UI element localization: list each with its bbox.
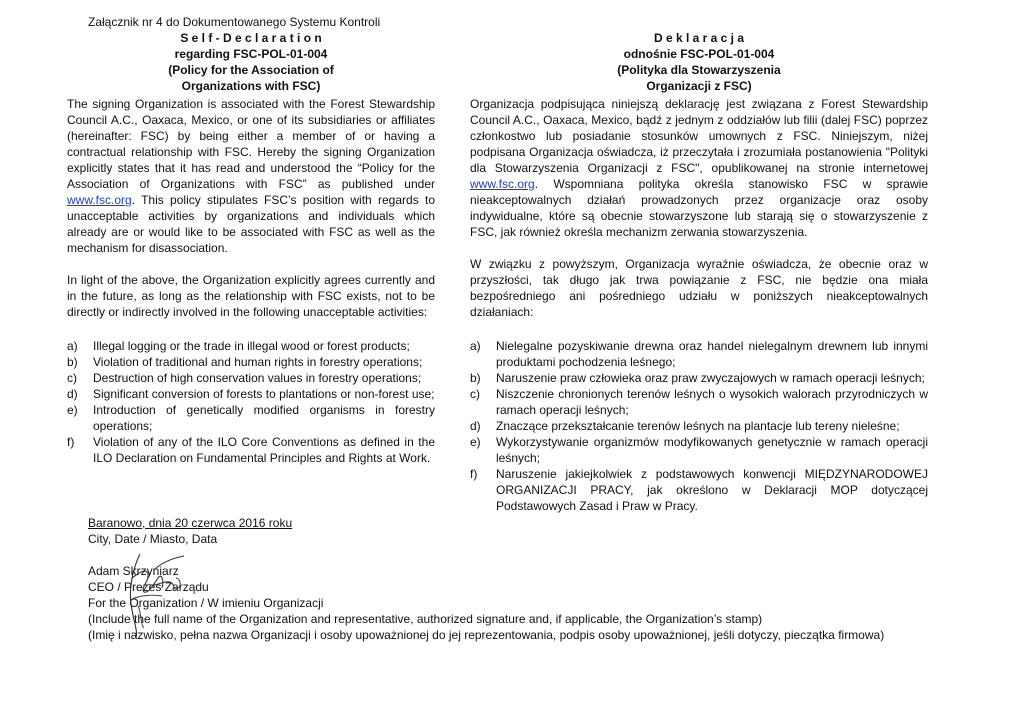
right-title-line-3: (Polityka dla Stowarzyszenia — [617, 63, 781, 77]
list-item — [67, 354, 435, 370]
right-fsc-link[interactable]: www.fsc.org — [470, 177, 535, 191]
right-paragraph-1-end: . Wspomniana polityka określa stanowisko FSC w sprawie nieakceptowalnych działań prowadzonych przez organizacje oraz osoby indywidualne, które są obecnie stowarzyszone lub starają się o stowarzyszenie z FSC, jak również określa mechanizm zerwania stowarzyszenia. — [470, 177, 928, 239]
list-letter: d) — [67, 387, 78, 401]
right-title-line-1: D e k l a r a c j a — [653, 31, 745, 45]
list-text: Significant conversion of forests to plantations or non-forest use; — [93, 387, 435, 401]
list-item — [470, 370, 928, 386]
right-paragraph-2: W związku z powyższym, Organizacja wyraźnie oświadcza, że obecnie oraz w przyszłości, tak długo jak trwa powiązanie z FSC, nie będzie ona miała bezpośredniego ani pośredniego udziału w poniższych nieakceptowalnych działaniach: — [470, 257, 928, 319]
list-text: Naruszenie jakiejkolwiek z podstawowych konwencji MIĘDZYNARODOWEJ ORGANIZACJI PRACY, jak określono w Deklaracji MOP dotyczącej Podstawowych Zasad i Praw w Pracy. — [496, 467, 928, 513]
list-item — [470, 434, 928, 466]
list-text: Destruction of high conservation values in forestry operations; — [93, 371, 422, 385]
signatory-name: Adam Skrzyniarz — [88, 564, 179, 578]
list-letter: a) — [67, 339, 78, 353]
left-title-line-3: (Policy for the Association of — [168, 63, 334, 77]
list-text: Nielegalne pozyskiwanie drewna oraz handel nielegalnym drewnem lub innymi produktami pochodzenia leśnego; — [496, 339, 928, 369]
signatory-block — [88, 563, 884, 643]
list-letter: b) — [470, 371, 481, 385]
list-text: Wykorzystywanie organizmów modyfikowanych genetycznie w ramach operacji leśnych; — [496, 435, 928, 465]
list-letter: f) — [470, 467, 478, 481]
list-text: Illegal logging or the trade in illegal wood or forest products; — [93, 339, 410, 353]
left-paragraph-1-end: . This policy stipulates FSC’s position with regards to unacceptable activities by organizations and individuals which already are or would like to be associated with FSC as well as the mechanism for disassociation. — [67, 193, 435, 255]
list-letter: c) — [470, 387, 480, 401]
place-date: Baranowo, dnia 20 czerwca 2016 roku — [88, 516, 293, 530]
place-date-label: City, Date / Miasto, Data — [88, 532, 218, 546]
list-letter: b) — [67, 355, 78, 369]
list-text: Niszczenie chronionych terenów leśnych o wysokich walorach przyrodniczych w ramach operacji leśnych; — [496, 387, 928, 417]
list-letter: f) — [67, 435, 75, 449]
list-item — [67, 338, 435, 354]
note-polish: (Imię i nazwisko, pełna nazwa Organizacji i osoby upoważnionej do jej reprezentowania, podpis osoby upoważnionej, jeśli dotyczy, pieczątka firmowa) — [88, 628, 885, 642]
list-item — [470, 418, 928, 434]
note-english: (Include the full name of the Organization and representative, authorized signature and, if applicable, the Organization’s stamp) — [88, 612, 763, 626]
left-title-line-1: S e l f - D e c l a r a t i o n — [180, 31, 322, 45]
list-item — [67, 434, 435, 466]
left-paragraph-2: In light of the above, the Organization explicitly agrees currently and in the future, as long as the relationship with FSC exists, not to be directly or indirectly involved in the following unacceptable activities: — [67, 273, 435, 319]
list-letter: c) — [67, 371, 77, 385]
left-title-line-4: Organizations with FSC) — [181, 79, 321, 93]
right-paragraph-1-start: Organizacja podpisująca niniejszą deklarację jest związana z Forest Stewardship Council A.C., Oaxaca, Mexico, bądź z jednym z oddziałów lub filii (dalej FSC) poprzez członkostwo lub posiadanie stosunków umownych z FSC. Niniejszym, niżej podpisana Organizacja oświadcza, iż przeczytała i zrozumiała postanowienia "Polityki dla Stowarzyszenia Organizacji z FSC", opublikowanej na stronie internetowej — [470, 97, 928, 175]
list-item — [67, 386, 435, 402]
right-title-line-2: odnośnie FSC-POL-01-004 — [623, 47, 775, 61]
list-item — [67, 370, 435, 386]
right-activities-list — [470, 338, 928, 514]
list-letter: a) — [470, 339, 481, 353]
signatory-role: CEO / Prezes Zarządu — [88, 580, 209, 594]
list-letter: e) — [470, 435, 481, 449]
right-title — [470, 30, 928, 94]
place-date-block — [88, 515, 292, 547]
list-text: Introduction of genetically modified organisms in forestry operations; — [93, 403, 435, 433]
left-paragraph-1-start: The signing Organization is associated with the Forest Stewardship Council A.C., Oaxaca, Mexico, or one of its subsidiaries or affiliates (hereinafter: FSC) by being either a member of or having a contractual relationship with FSC. Hereby the signing Organization explicitly states that it has read and understood the “Policy for the Association of Organizations with FSC” as published under — [67, 97, 435, 191]
list-item — [470, 466, 928, 514]
list-letter: d) — [470, 419, 481, 433]
list-text: Naruszenie praw człowieka oraz praw zwyczajowych w ramach operacji leśnych; — [496, 371, 925, 385]
attachment-title: Załącznik nr 4 do Dokumentowanego Systemu Kontroli — [88, 15, 381, 29]
left-paragraph-1 — [67, 96, 435, 256]
right-title-line-4: Organizacji z FSC) — [646, 79, 752, 93]
list-text: Znaczące przekształcanie terenów leśnych na plantacje lub tereny nieleśne; — [496, 419, 900, 433]
list-letter: e) — [67, 403, 78, 417]
handwritten-signature — [118, 548, 192, 640]
left-activities-list — [67, 338, 435, 466]
list-item — [470, 386, 928, 418]
left-title-line-2: regarding FSC-POL-01-004 — [174, 47, 328, 61]
list-item — [67, 402, 435, 434]
left-title — [67, 30, 435, 94]
list-item — [470, 338, 928, 370]
left-fsc-link[interactable]: www.fsc.org — [67, 193, 132, 207]
list-text: Violation of any of the ILO Core Conventions as defined in the ILO Declaration on Fundamental Principles and Rights at Work. — [93, 435, 435, 465]
for-organization: For the Organization / W imieniu Organizacji — [88, 596, 324, 610]
right-paragraph-1 — [470, 96, 928, 240]
list-text: Violation of traditional and human rights in forestry operations; — [93, 355, 423, 369]
